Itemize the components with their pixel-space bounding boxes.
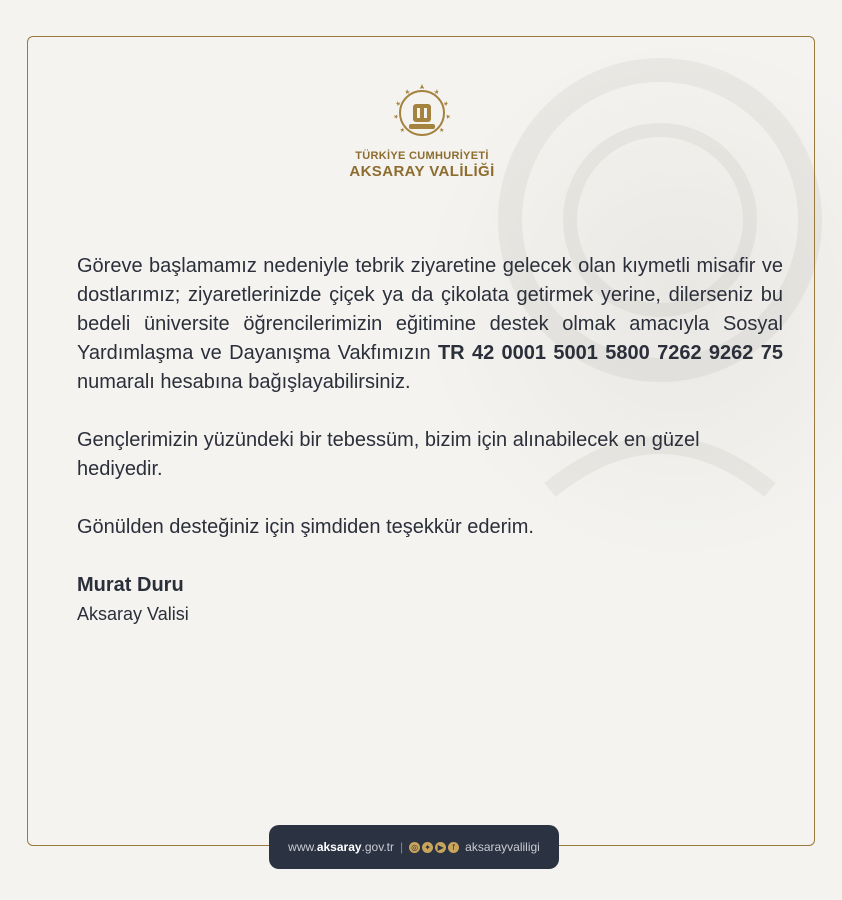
social-icons — [409, 842, 459, 853]
logo-line-republic: TÜRKİYE CUMHURİYETİ — [355, 150, 489, 162]
paragraph-text: numaralı hesabına bağışlayabilirsiniz. — [77, 371, 411, 393]
paragraph-thanks: Gönülden desteğiniz için şimdiden teşekkür ederim. — [77, 516, 534, 538]
website-link[interactable]: www.aksaray.gov.tr — [288, 840, 395, 854]
iban-number: TR 42 0001 5001 5800 7262 9262 75 — [437, 342, 783, 364]
signature-title: Aksaray Valisi — [77, 604, 189, 624]
paragraph-smile: Gençlerimizin yüzündeki bir tebessüm, bizim için alınabilecek en güzel hediyedir. — [77, 429, 700, 480]
paragraph-donation-request — [77, 252, 783, 397]
signature-name: Murat Duru — [77, 574, 184, 596]
footer-separator: | — [400, 840, 404, 854]
instagram-icon[interactable]: ◎ — [409, 842, 420, 853]
twitter-icon[interactable]: ✦ — [422, 842, 433, 853]
social-handle[interactable]: aksarayvaliligi — [465, 840, 540, 854]
governorship-emblem-icon — [391, 82, 453, 144]
youtube-icon[interactable]: ▶ — [435, 842, 446, 853]
paragraph-text: Göreve başlamamız nedeniyle tebrik ziyaretine gelecek olan kıymetli misafir ve dostlarımız; ziyaretlerinizde çiçek ya da çikolata getirmek yerine, dilerseniz bu bedeli üniversite öğrencilerimizin eğitimine destek olmak amacıyla Sosyal Yardımlaşma ve Dayanışma Vakfımızın — [77, 255, 783, 364]
logo — [340, 82, 504, 180]
logo-line-governorship: AKSARAY VALİLİĞİ — [349, 163, 495, 180]
facebook-icon[interactable]: f — [448, 842, 459, 853]
letter-body — [77, 252, 783, 629]
footer-bar — [269, 825, 559, 869]
